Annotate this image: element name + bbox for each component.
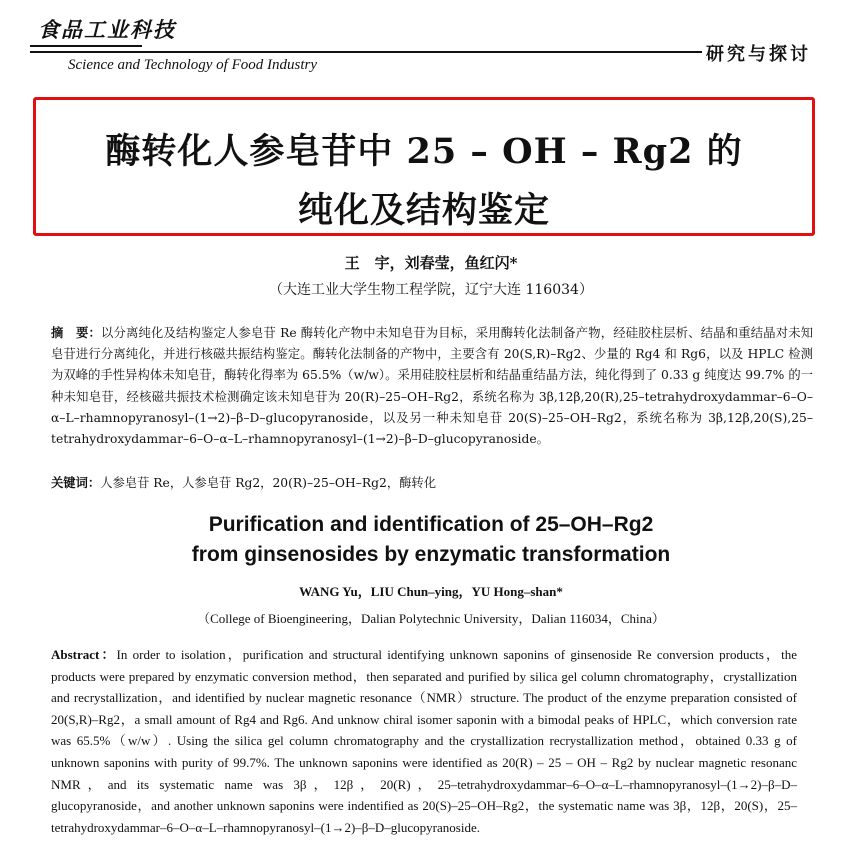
- section-name: 研究与探讨: [706, 44, 811, 65]
- title-cn-line2: 纯化及结构鉴定: [297, 190, 550, 231]
- title-en-line2: from ginsenosides by enzymatic transformation: [191, 543, 671, 566]
- abstract-en-text: In order to isolation，purification and structural identifying unknown saponins of ginsenoside Re conversion products，the products were prepared by enzymatic conversion method，then separated and purified by silica gel column chromatography，crystallization and recrystallization，and identified by nuclear magnetic resonance（NMR）structure. The product of the enzyme preparation consisted of 20(S,R)–Rg2，a small amount of Rg4 and Rg6. And unknow chiral isomer saponin with a bimodal peaks of HPLC，which conversion rate was 65.5%（w/w）. Using the silica gel column chromatography and the crystallization recrystallization method，obtained 0.33 g of unknown saponins with purity of 99.7%. The unknown saponins were identified as 20(R) – 25 – OH – Rg2 by nuclear magnetic resonanc NMR，and its systematic name was 3β，12β，20(R)，25–tetrahydroxydammar–6–O–α–L–rhamnopyranosyl–(1→2)–β–D–glucopyranoside，and another unknown saponins were indentified as 20(S)–25–OH–Rg2，the systematic name was 3β，12β，20(S)，25–tetrahydroxydammar–6–O–α–L–rhamnopyranosyl–(1→2)–β–D–glucopyranoside.: [51, 647, 797, 835]
- abstract-cn-text: 以分离纯化及结构鉴定人参皂苷 Re 酶转化产物中未知皂苷为目标，采用酶转化法制备产物，经硅胶柱层析、结晶和重结晶对未知皂苷进行分离纯化，并进行核磁共振结构鉴定。酶转化法制备的产物中，主要含有 20(S,R)–Rg2、少量的 Rg4 和 Rg6，以及 HPLC 检测为双峰的手性异构体未知皂苷，酶转化得率为 65.5%（w/w）。采用硅胶柱层析和结晶重结晶方法，纯化得到了 0.33 g 纯度达 99.7% 的一种未知皂苷，经核磁共振技术检测确定该未知皂苷为 20(R)–25–OH–Rg2，系统名称为 3β,12β,20(R),25–tetrahydroxydammar–6–O–α–L–rhamnopyranosyl–(1→2)–β–D–glucopyranoside，以及另一种未知皂苷 20(S)–25–OH–Rg2，系统名称为 3β,12β,20(S),25–tetrahydroxydammar–6–O–α–L–rhamnopyranosyl–(1→2)–β–D–glucopyranoside。: [51, 326, 813, 447]
- abstract-cn: [51, 322, 813, 450]
- title-en-line1: Purification and identification of 25–OH–Rg2: [208, 513, 654, 536]
- keywords-cn-text: 人参皂苷 Re，人参皂苷 Rg2，20(R)–25–OH–Rg2，酶转化: [100, 476, 437, 490]
- affiliation-cn: （大连工业大学生物工程学院，辽宁大连 116034）: [269, 282, 593, 298]
- abstract-en: [51, 644, 797, 838]
- journal-underline: [30, 45, 142, 47]
- authors-en: WANG Yu，LIU Chun–ying，YU Hong–shan*: [299, 584, 563, 599]
- affiliation-en: （College of Bioengineering，Dalian Polytechnic University，Dalian 116034，China）: [197, 611, 665, 626]
- journal-subtitle: Science and Technology of Food Industry: [68, 57, 317, 73]
- journal-name: 食品工业科技: [38, 17, 176, 42]
- authors-cn: 王 宇，刘春莹，鱼红闪*: [344, 254, 518, 272]
- abstract-cn-label: 摘 要：: [51, 325, 101, 340]
- header-rule: [30, 51, 702, 53]
- keywords-cn: [51, 472, 813, 494]
- abstract-en-label: Abstract：: [51, 647, 117, 662]
- title-en: [0, 510, 862, 570]
- title-highlight-box: [33, 97, 815, 236]
- title-cn-line1: 酶转化人参皂苷中 25 – OH – Rg2 的: [105, 131, 743, 172]
- keywords-cn-label: 关键词：: [51, 475, 101, 490]
